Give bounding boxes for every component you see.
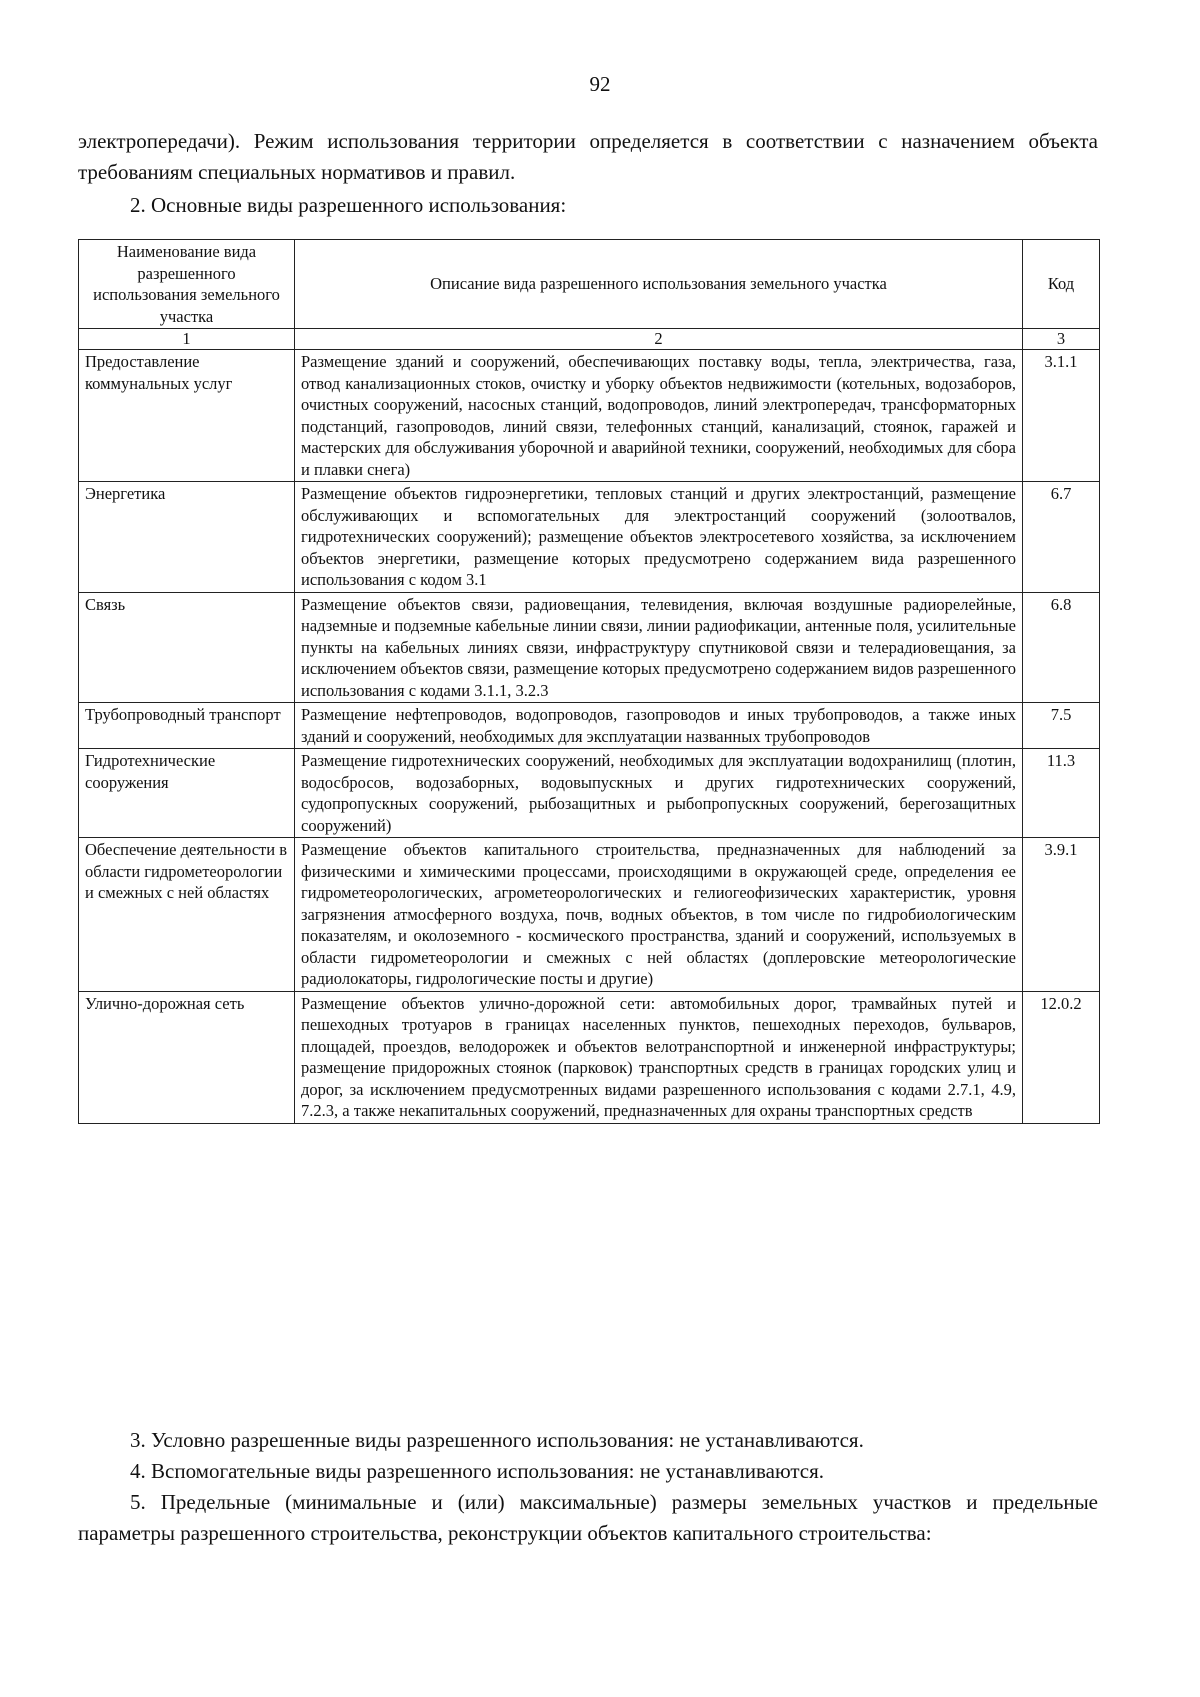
use-description: Размещение объектов гидроэнергетики, тепловых станций и других электростанций, размещение обслуживающих и вспомогательных для электростанций сооружений (золоотвалов, гидротехнических сооружений); размещение объектов электросетевого хозяйства, за исключением объектов энергетики, размещение которых предусмотрено содержанием вида разрешенного использования с кодом 3.1	[295, 482, 1023, 593]
column-number: 3	[1023, 329, 1100, 350]
use-description: Размещение объектов улично-дорожной сети: автомобильных дорог, трамвайных путей и пешеходных тротуаров в границах населенных пунктов, пешеходных переходов, бульваров, площадей, проездов, велодорожек и объектов велотранспортной и инженерной инфраструктуры; размещение придорожных стоянок (парковок) транспортных средств в границах городских улиц и дорог, за исключением предусмотренных видами разрешенного использования с кодами 2.7.1, 4.9, 7.2.3, а также некапитальных сооружений, предназначенных для охраны транспортных средств	[295, 991, 1023, 1123]
use-name: Обеспечение деятельности в области гидрометеорологии и смежных с ней областях	[79, 838, 295, 992]
use-description: Размещение гидротехнических сооружений, необходимых для эксплуатации водохранилищ (плотин, водосбросов, водозаборных, водовыпускных и других гидротехнических сооружений, судопропускных сооружений, рыбозащитных и рыбопропускных сооружений, берегозащитных сооружений)	[295, 749, 1023, 838]
table-row	[79, 350, 1100, 482]
table-row	[79, 592, 1100, 703]
table-row	[79, 991, 1100, 1123]
table-row	[79, 838, 1100, 992]
use-code: 12.0.2	[1023, 991, 1100, 1123]
use-name: Трубопроводный транспорт	[79, 703, 295, 749]
column-number: 2	[295, 329, 1023, 350]
use-code: 6.7	[1023, 482, 1100, 593]
intro-paragraph: электропередачи). Режим использования территории определяется в соответствии с назначением объекта требованиям специальных нормативов и правил.	[78, 129, 1098, 184]
table-column-numbers-row	[79, 329, 1100, 350]
table-row	[79, 749, 1100, 838]
header-code: Код	[1023, 240, 1100, 329]
use-code: 6.8	[1023, 592, 1100, 703]
page-number: 92	[589, 72, 611, 96]
use-code: 3.9.1	[1023, 838, 1100, 992]
use-name: Гидротехнические сооружения	[79, 749, 295, 838]
use-description: Размещение нефтепроводов, водопроводов, газопроводов и иных трубопроводов, а также иных зданий и сооружений, необходимых для эксплуатации названных трубопроводов	[295, 703, 1023, 749]
header-description: Описание вида разрешенного использования земельного участка	[295, 240, 1023, 329]
use-code: 11.3	[1023, 749, 1100, 838]
use-name: Связь	[79, 592, 295, 703]
use-code: 7.5	[1023, 703, 1100, 749]
table-header-row	[79, 240, 1100, 329]
use-description: Размещение объектов капитального строительства, предназначенных для наблюдений за физическими и химическими процессами, происходящими в окружающей среде, определения ее гидрометеорологических, агрометеорологических и гелиогеофизических характеристик, уровня загрязнения атмосферного воздуха, почв, водных объектов, в том числе по гидробиологическим показателям, и околоземного - космического пространства, зданий и сооружений, используемых в области гидрометеорологии и смежных с ней областях (доплеровские метеорологические радиолокаторы, гидрологические посты и другие)	[295, 838, 1023, 992]
use-description: Размещение зданий и сооружений, обеспечивающих поставку воды, тепла, электричества, газа, отвод канализационных стоков, очистку и уборку объектов недвижимости (котельных, водозаборов, очистных сооружений, насосных станций, водопроводов, линий электропередач, трансформаторных подстанций, газопроводов, линий связи, телефонных станций, канализаций, стоянок, гаражей и мастерских для обслуживания уборочной и аварийной техники, сооружений, необходимых для сбора и плавки снега)	[295, 350, 1023, 482]
limit-parameters-paragraph: 5. Предельные (минимальные и (или) максимальные) размеры земельных участков и предельные параметры разрешенного строительства, реконструкции объектов капитального строительства:	[78, 1490, 1098, 1545]
use-name: Энергетика	[79, 482, 295, 593]
use-name: Предоставление коммунальных услуг	[79, 350, 295, 482]
header-name: Наименование вида разрешенного использования земельного участка	[79, 240, 295, 329]
table-row	[79, 482, 1100, 593]
conditional-uses-paragraph: 3. Условно разрешенные виды разрешенного использования: не устанавливаются.	[130, 1428, 864, 1452]
table-row	[79, 703, 1100, 749]
permitted-uses-table	[78, 239, 1100, 1124]
column-number: 1	[79, 329, 295, 350]
use-description: Размещение объектов связи, радиовещания, телевидения, включая воздушные радиорелейные, надземные и подземные кабельные линии связи, линии радиофикации, антенные поля, усилительные пункты на кабельных линиях связи, инфраструктуру спутниковой связи и телерадиовещания, за исключением объектов связи, размещение которых предусмотрено содержанием видов разрешенного использования с кодами 3.1.1, 3.2.3	[295, 592, 1023, 703]
basic-uses-heading: 2. Основные виды разрешенного использования:	[130, 193, 567, 217]
auxiliary-uses-paragraph: 4. Вспомогательные виды разрешенного использования: не устанавливаются.	[130, 1459, 825, 1483]
use-code: 3.1.1	[1023, 350, 1100, 482]
use-name: Улично-дорожная сеть	[79, 991, 295, 1123]
